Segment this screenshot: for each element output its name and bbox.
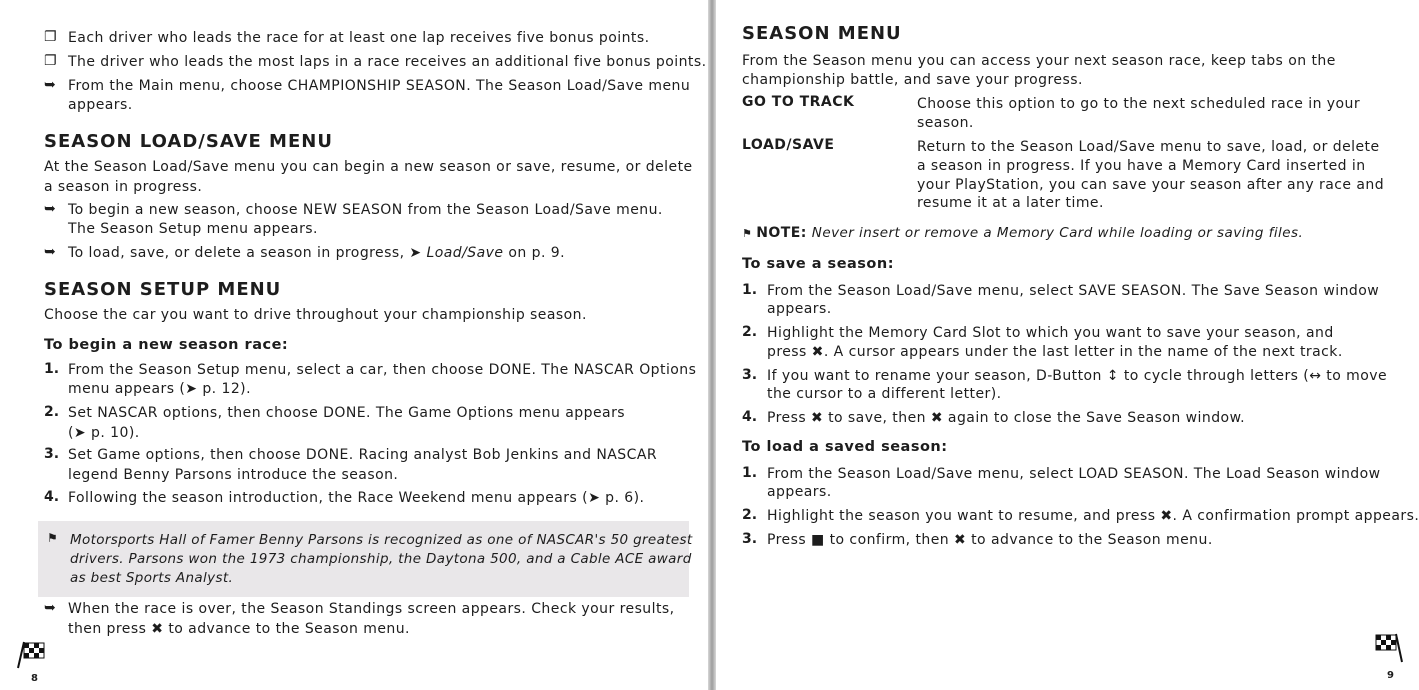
save-step-1-line1: From the Season Load/Save menu, select SAVE SEASON. The Save Season window [767, 283, 1380, 299]
arrow-bullet-icon: ➥ [44, 77, 56, 93]
load-save-desc-line2: a season in progress. If you have a Memory Card inserted in [917, 158, 1366, 174]
save-step-2-line2: press ✖. A cursor appears under the last letter in the name of the next track. [767, 344, 1343, 360]
checkered-flag-icon [14, 640, 48, 670]
right-page [716, 0, 1419, 690]
step-number: 2. [742, 507, 758, 523]
load-season-subheading: To load a saved season: [742, 439, 948, 455]
season-menu-heading: SEASON MENU [742, 23, 902, 44]
bonus-bullet-2: The driver who leads the most laps in a race receives an additional five bonus points. [68, 54, 707, 70]
season-intro-line2: championship battle, and save your progress. [742, 72, 1083, 88]
arrow-bullet-icon: ➥ [44, 244, 56, 260]
note [742, 224, 1303, 243]
load-save-desc-line4: resume it at a later time. [917, 195, 1104, 211]
go-to-track-desc-line1: Choose this option to go to the next scheduled race in your [917, 96, 1361, 112]
bonus-bullet-1: Each driver who leads the race for at least one lap receives five bonus points. [68, 30, 650, 46]
save-step-2-line1: Highlight the Memory Card Slot to which you want to save your season, and [767, 325, 1334, 341]
step-number: 4. [44, 489, 60, 505]
load-step-3: Press ■ to confirm, then ✖ to advance to the Season menu. [767, 532, 1213, 548]
new-season-step-line1: To begin a new season, choose NEW SEASON from the Season Load/Save menu. [68, 202, 663, 218]
step-number: 4. [742, 409, 758, 425]
note-label: NOTE: [756, 225, 807, 241]
option-term-load-save: LOAD/SAVE [742, 137, 835, 153]
load-save-intro-line1: At the Season Load/Save menu you can begin a new season or save, resume, or delete [44, 159, 693, 175]
new-season-step-line2: The Season Setup menu appears. [68, 221, 318, 237]
checkered-flag-icon: ⚑ [47, 531, 58, 545]
season-intro-line1: From the Season menu you can access your next season race, keep tabs on the [742, 53, 1336, 69]
trivia-line2: drivers. Parsons won the 1973 championship, the Daytona 500, and a Cable ACE award [70, 551, 692, 567]
load-save-link[interactable]: Load/Save [426, 245, 504, 261]
step-number: 2. [742, 324, 758, 340]
load-save-desc-line1: Return to the Season Load/Save menu to save, load, or delete [917, 139, 1380, 155]
setup-step-4: Following the season introduction, the Race Weekend menu appears (➤ p. 6). [68, 490, 645, 506]
page-number: 8 [31, 673, 38, 684]
setup-intro: Choose the car you want to drive throughout your championship season. [44, 307, 587, 323]
load-save-desc-line3: your PlayStation, you can save your season after any race and [917, 177, 1385, 193]
trivia-line1: Motorsports Hall of Famer Benny Parsons is recognized as one of NASCAR's 50 greatest [70, 532, 693, 548]
save-step-4: Press ✖ to save, then ✖ again to close the Save Season window. [767, 410, 1246, 426]
race-over-line2: then press ✖ to advance to the Season menu. [68, 621, 410, 637]
step-number: 3. [44, 446, 60, 462]
page-number: 9 [1387, 670, 1394, 681]
left-page [0, 0, 708, 690]
main-menu-step-line1: From the Main menu, choose CHAMPIONSHIP SEASON. The Season Load/Save menu [68, 78, 691, 94]
save-step-1-line2: appears. [767, 301, 832, 317]
reference-suffix: on p. 9. [503, 245, 566, 261]
square-bullet-icon: ❐ [44, 29, 57, 45]
note-text: Never insert or remove a Memory Card while loading or saving files. [811, 225, 1304, 241]
square-bullet-icon: ❐ [44, 53, 57, 69]
checkered-flag-icon: ⚑ [742, 227, 757, 240]
setup-step-1-line2: menu appears (➤ p. 12). [68, 381, 251, 397]
go-to-track-desc-line2: season. [917, 115, 974, 131]
load-save-intro-line2: a season in progress. [44, 179, 203, 195]
load-save-reference [68, 244, 565, 263]
checkered-flag-icon [1372, 632, 1408, 664]
book-gutter [708, 0, 716, 690]
setup-step-2-line2: (➤ p. 10). [68, 425, 140, 441]
setup-step-1-line1: From the Season Setup menu, select a car, then choose DONE. The NASCAR Options [68, 362, 697, 378]
setup-heading: SEASON SETUP MENU [44, 279, 282, 300]
step-number: 2. [44, 404, 60, 420]
setup-step-3-line2: legend Benny Parsons introduce the season. [68, 467, 399, 483]
setup-step-3-line1: Set Game options, then choose DONE. Racing analyst Bob Jenkins and NASCAR [68, 447, 658, 463]
save-step-3-line2: the cursor to a different letter). [767, 386, 1002, 402]
save-step-3-line1: If you want to rename your season, D-Button ↕ to cycle through letters (↔ to move [767, 368, 1388, 384]
save-season-subheading: To save a season: [742, 256, 895, 272]
reference-text: To load, save, or delete a season in progress, ➤ [68, 245, 427, 261]
load-step-1-line1: From the Season Load/Save menu, select LOAD SEASON. The Load Season window [767, 466, 1381, 482]
setup-step-2-line1: Set NASCAR options, then choose DONE. The Game Options menu appears [68, 405, 626, 421]
step-number: 1. [742, 465, 758, 481]
main-menu-step-line2: appears. [68, 97, 133, 113]
arrow-bullet-icon: ➥ [44, 600, 56, 616]
trivia-line3: as best Sports Analyst. [70, 570, 234, 586]
arrow-bullet-icon: ➥ [44, 201, 56, 217]
load-step-1-line2: appears. [767, 484, 832, 500]
load-step-2: Highlight the season you want to resume, and press ✖. A confirmation prompt appears. [767, 508, 1419, 524]
race-over-line1: When the race is over, the Season Standings screen appears. Check your results, [68, 601, 675, 617]
step-number: 1. [44, 361, 60, 377]
load-save-heading: SEASON LOAD/SAVE MENU [44, 131, 333, 152]
option-term-go-to-track: GO TO TRACK [742, 94, 855, 110]
step-number: 3. [742, 531, 758, 547]
step-number: 1. [742, 282, 758, 298]
begin-race-subheading: To begin a new season race: [44, 337, 289, 353]
step-number: 3. [742, 367, 758, 383]
